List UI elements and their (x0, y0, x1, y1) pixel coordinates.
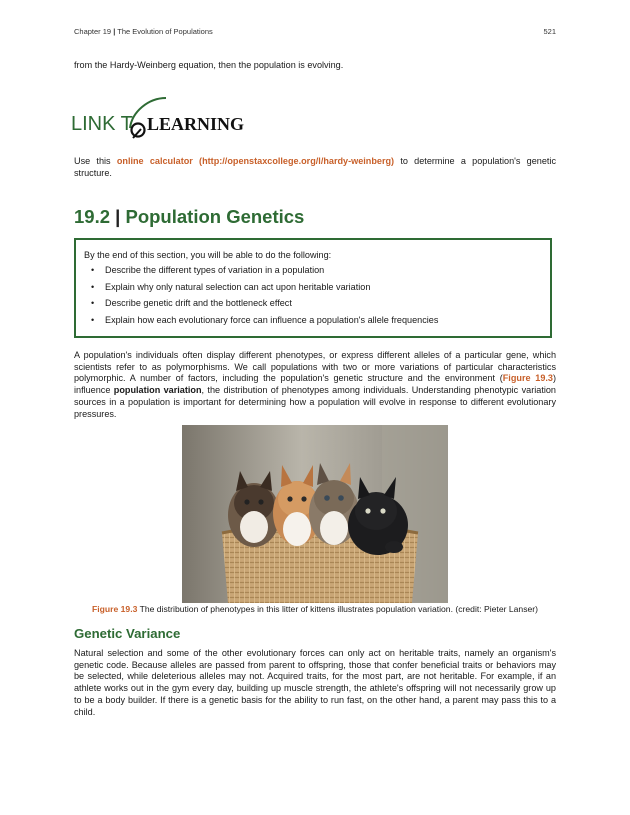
objective-item: • Explain why only natural selection can act upon heritable variation (91, 282, 542, 293)
chapter-number: Chapter 19 (74, 27, 112, 36)
intro-line: from the Hardy-Weinberg equation, then the population is evolving. (74, 60, 344, 70)
para1-part2: ) influence (74, 373, 556, 396)
figure-caption-text: The distribution of phenotypes in this litter of kittens illustrates population variation. (credit: Pieter Lanser) (139, 604, 538, 614)
objectives-list (84, 265, 542, 326)
term-population-variation: population variation (113, 385, 202, 396)
section-title (74, 206, 304, 228)
online-calculator-link[interactable]: online calculator (http://openstaxcollege.org/l/hardy-weinberg) (116, 156, 395, 166)
ltl-text-before: Use this (74, 156, 111, 166)
kittens-photo (182, 425, 448, 603)
link-to-learning-text (74, 156, 556, 179)
para1-part1: A population's individuals often display different phenotypes, or express different alleles of a particular gene, which scientists refer to as polymorphisms. We call populations with two or more variations of particular characteristics polymorphic. A number of factors, including the population's genetic structure and the environment ( (74, 350, 556, 384)
section-title-text: Population Genetics (125, 206, 305, 227)
para1-part3: , the distribution of phenotypes among individuals. Understanding phenotypic variation sources in a population is important for determining how a population will evolve in response to different evolutionary pressures. (74, 385, 556, 419)
genetic-variance-paragraph: Natural selection and some of the other evolutionary forces can only act on heritable traits, namely an organism's genetic code. Because alleles are passed from parent to offspring, those that confer beneficial traits or behaviors may be selected, while deleterious alleles may not. Acquired traits, for the most part, are not heritable. For example, if an athlete works out in the gym every day, building up muscle strength, the athlete's offspring will not necessarily grow up to be a body builder. If there is a genetic basis for the ability to run fast, on the other hand, a parent may pass this to a child. (74, 648, 556, 717)
figure-caption (74, 604, 556, 614)
logo-text-learning: LEARNING (147, 114, 245, 134)
objective-item: • Describe the different types of variation in a population (91, 265, 542, 276)
figure-19-3-reference-link[interactable]: Figure 19.3 (502, 373, 553, 384)
section-separator: | (115, 206, 121, 227)
subsection-title: Genetic Variance (74, 626, 181, 641)
running-header (74, 27, 556, 37)
section-number: 19.2 (74, 206, 111, 227)
header-separator: | (113, 27, 116, 36)
logo-text-link: LINK T (71, 113, 133, 135)
page-number: 521 (543, 27, 556, 36)
header-chapter (74, 27, 213, 37)
figure-label: Figure 19.3 (92, 604, 138, 614)
objective-item: • Explain how each evolutionary force can influence a population's allele frequencies (91, 315, 542, 326)
objectives-intro: By the end of this section, you will be able to do the following: (84, 250, 332, 260)
ltl-text-after: to determine a population's genetic structure. (74, 156, 556, 178)
objective-item: • Describe genetic drift and the bottleneck effect (91, 298, 542, 309)
link-to-learning-logo (70, 94, 245, 142)
chapter-title: The Evolution of Populations (117, 27, 213, 36)
learning-objectives-box (74, 238, 552, 338)
population-variation-paragraph (74, 350, 556, 420)
logo-o-icon (132, 124, 145, 137)
